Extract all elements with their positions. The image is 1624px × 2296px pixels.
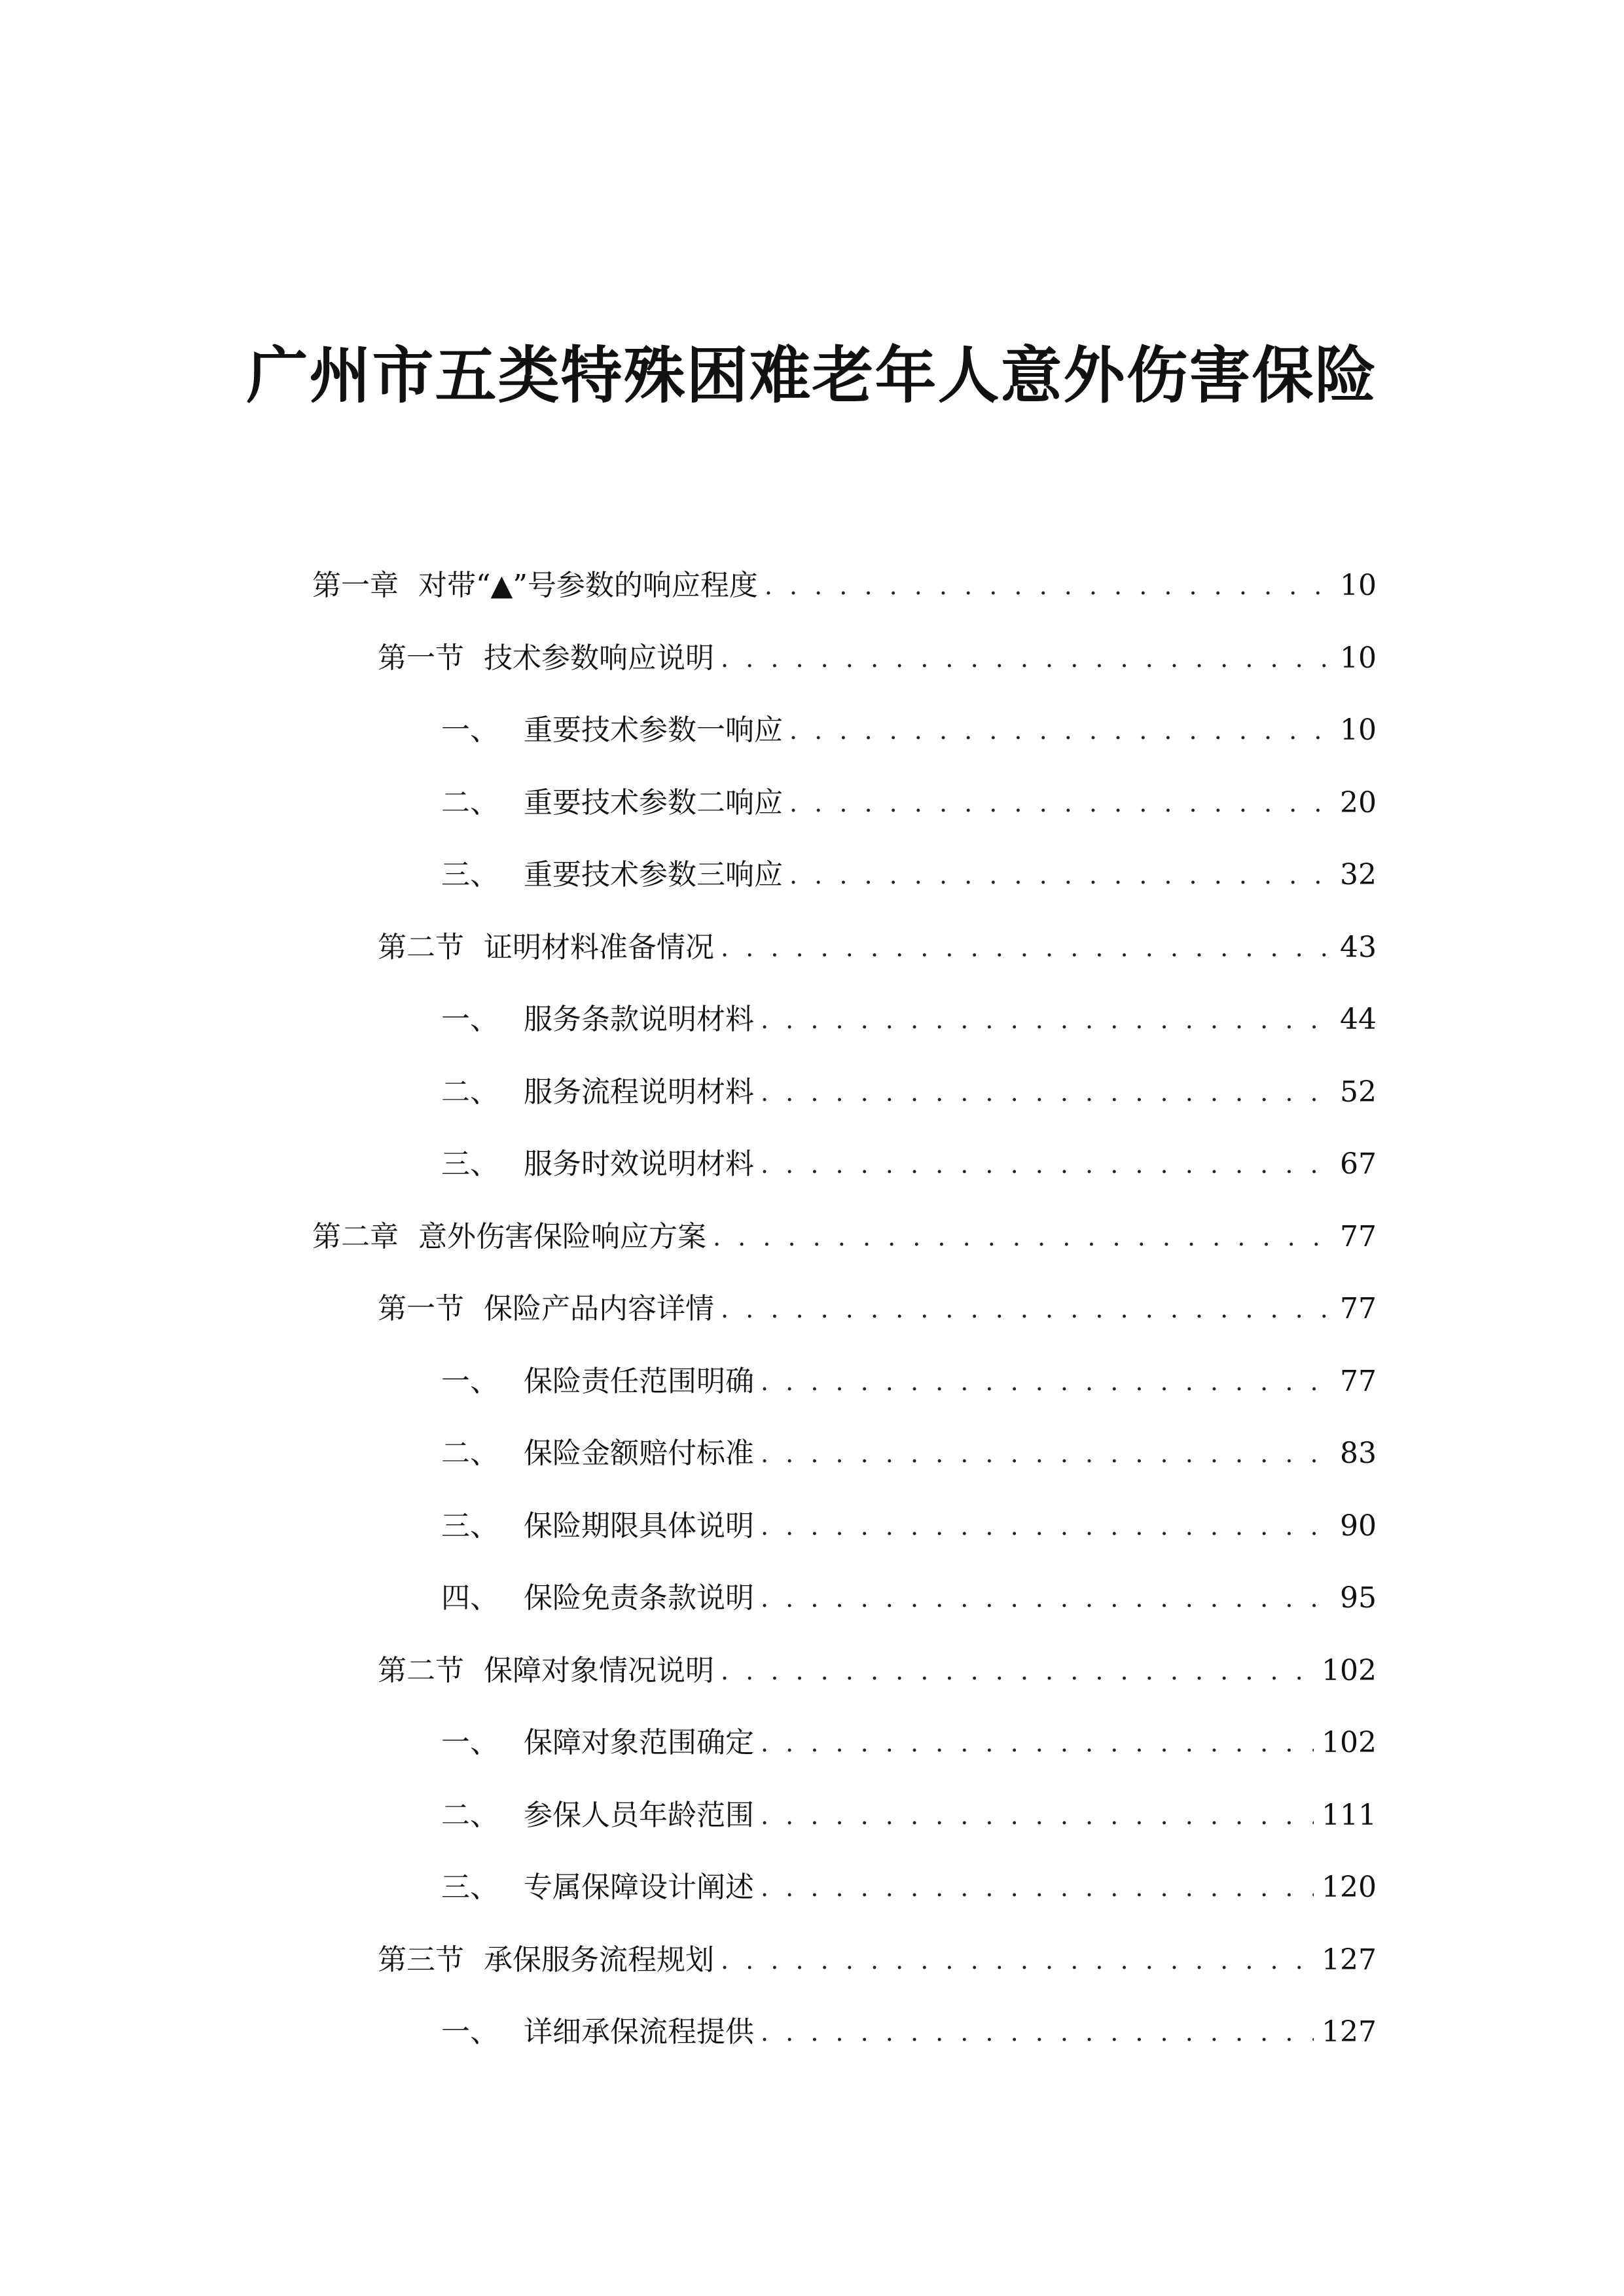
toc-entry-text: 保险金额赔付标准 bbox=[524, 1437, 754, 1471]
toc-entry-text: 重要技术参数三响应 bbox=[524, 858, 783, 892]
toc-entry-number: 四、 bbox=[441, 1581, 499, 1615]
toc-entry[interactable] bbox=[0, 694, 1624, 767]
toc-entry-text: 保险期限具体说明 bbox=[524, 1509, 754, 1543]
toc-entry-text: 重要技术参数一响应 bbox=[524, 713, 783, 747]
toc-entry-number: 三、 bbox=[441, 858, 499, 892]
toc-page-number: 102 bbox=[1322, 1653, 1377, 1687]
toc-entry[interactable] bbox=[0, 839, 1624, 912]
toc-entry-text: 保险免责条款说明 bbox=[524, 1581, 754, 1615]
toc-page-number: 20 bbox=[1340, 785, 1377, 819]
toc-entry[interactable] bbox=[0, 1346, 1624, 1418]
toc-entry-number: 第二节 bbox=[378, 930, 464, 964]
toc-entry[interactable] bbox=[0, 1780, 1624, 1852]
toc-page-number: 102 bbox=[1322, 1726, 1377, 1760]
dot-leader bbox=[721, 639, 1329, 678]
toc-entry-number: 第一章 bbox=[312, 569, 399, 603]
toc-entry[interactable] bbox=[0, 1418, 1624, 1490]
toc-page-number: 43 bbox=[1340, 930, 1377, 964]
toc-entry-number: 三、 bbox=[441, 1871, 499, 1905]
toc-entry-number: 第一节 bbox=[378, 1292, 464, 1326]
dot-leader bbox=[789, 711, 1329, 750]
dot-leader bbox=[761, 1579, 1329, 1618]
toc-page-number: 32 bbox=[1340, 858, 1377, 892]
toc-entry-text: 证明材料准备情况 bbox=[484, 930, 714, 964]
dot-leader bbox=[721, 1651, 1314, 1691]
toc-entry-text: 详细承保流程提供 bbox=[524, 2015, 754, 2049]
dot-leader bbox=[761, 1507, 1329, 1546]
toc-page-number: 77 bbox=[1340, 1292, 1377, 1326]
toc-entry[interactable] bbox=[0, 1273, 1624, 1346]
dot-leader bbox=[721, 928, 1329, 967]
dot-leader bbox=[761, 1796, 1314, 1835]
toc-entry-number: 一、 bbox=[441, 1364, 499, 1398]
toc-page-number: 10 bbox=[1340, 713, 1377, 747]
toc-entry-text: 专属保障设计阐述 bbox=[524, 1871, 754, 1905]
toc-entry-text: 服务条款说明材料 bbox=[524, 1003, 754, 1037]
toc-entry-text: 承保服务流程规划 bbox=[484, 1943, 714, 1977]
toc-entry-text: 保险产品内容详情 bbox=[484, 1292, 714, 1326]
toc-entry[interactable] bbox=[0, 1056, 1624, 1129]
toc-entry-text: 保障对象情况说明 bbox=[484, 1653, 714, 1687]
dot-leader bbox=[789, 855, 1329, 895]
toc-page-number: 10 bbox=[1340, 641, 1377, 675]
toc-entry-number: 一、 bbox=[441, 1003, 499, 1037]
toc-entry-text: 服务时效说明材料 bbox=[524, 1147, 754, 1181]
dot-leader bbox=[761, 1000, 1329, 1039]
toc-page-number: 77 bbox=[1340, 1364, 1377, 1398]
toc-entry[interactable] bbox=[0, 622, 1624, 695]
toc-page-number: 52 bbox=[1340, 1075, 1377, 1109]
toc-entry[interactable] bbox=[0, 912, 1624, 984]
toc-entry[interactable] bbox=[0, 1707, 1624, 1780]
toc-entry[interactable] bbox=[0, 1852, 1624, 1924]
toc-entry-text: 保险责任范围明确 bbox=[524, 1364, 754, 1398]
toc-entry-number: 一、 bbox=[441, 713, 499, 747]
toc-entry-number: 一、 bbox=[441, 1726, 499, 1760]
dot-leader bbox=[761, 2013, 1314, 2052]
toc-entry[interactable] bbox=[0, 1635, 1624, 1708]
toc-entry[interactable] bbox=[0, 1490, 1624, 1563]
dot-leader bbox=[765, 566, 1329, 605]
toc-entry-number: 三、 bbox=[441, 1509, 499, 1543]
toc-entry-number: 一、 bbox=[441, 2015, 499, 2049]
toc-entry[interactable] bbox=[0, 767, 1624, 840]
toc-entry[interactable] bbox=[0, 550, 1624, 622]
dot-leader bbox=[713, 1217, 1329, 1257]
toc-entry-number: 第三节 bbox=[378, 1943, 464, 1977]
dot-leader bbox=[761, 1145, 1329, 1184]
toc-entry-text: 对带“▲”号参数的响应程度 bbox=[418, 569, 758, 603]
toc-page-number: 10 bbox=[1340, 569, 1377, 603]
toc-entry-number: 第二章 bbox=[312, 1219, 399, 1253]
toc-entry[interactable] bbox=[0, 984, 1624, 1056]
toc-entry-text: 重要技术参数二响应 bbox=[524, 785, 783, 819]
dot-leader bbox=[721, 1941, 1314, 1980]
toc-entry-number: 第二节 bbox=[378, 1653, 464, 1687]
toc-page-number: 77 bbox=[1340, 1219, 1377, 1253]
table-of-contents bbox=[0, 550, 1624, 2069]
toc-page-number: 127 bbox=[1322, 2015, 1377, 2049]
toc-page-number: 127 bbox=[1322, 1943, 1377, 1977]
toc-entry[interactable] bbox=[0, 1201, 1624, 1274]
toc-page-number: 44 bbox=[1340, 1003, 1377, 1037]
toc-entry[interactable] bbox=[0, 1128, 1624, 1201]
toc-page-number: 83 bbox=[1340, 1437, 1377, 1471]
toc-entry-number: 二、 bbox=[441, 1437, 499, 1471]
dot-leader bbox=[761, 1362, 1329, 1401]
toc-entry-text: 技术参数响应说明 bbox=[484, 641, 714, 675]
toc-entry-number: 二、 bbox=[441, 1075, 499, 1109]
toc-entry-number: 三、 bbox=[441, 1147, 499, 1181]
toc-entry-number: 二、 bbox=[441, 1798, 499, 1832]
toc-entry-text: 保障对象范围确定 bbox=[524, 1726, 754, 1760]
dot-leader bbox=[721, 1289, 1329, 1329]
toc-entry-text: 参保人员年龄范围 bbox=[524, 1798, 754, 1832]
toc-page-number: 120 bbox=[1322, 1871, 1377, 1905]
dot-leader bbox=[761, 1723, 1314, 1763]
toc-page-number: 95 bbox=[1340, 1581, 1377, 1615]
dot-leader bbox=[761, 1868, 1314, 1907]
toc-entry[interactable] bbox=[0, 1562, 1624, 1635]
toc-page-number: 90 bbox=[1340, 1509, 1377, 1543]
dot-leader bbox=[761, 1434, 1329, 1473]
dot-leader bbox=[761, 1073, 1329, 1112]
toc-entry-number: 二、 bbox=[441, 785, 499, 819]
toc-entry-number: 第一节 bbox=[378, 641, 464, 675]
dot-leader bbox=[789, 783, 1329, 823]
toc-page-number: 111 bbox=[1322, 1798, 1377, 1832]
toc-entry[interactable] bbox=[0, 1924, 1624, 1997]
toc-entry-text: 意外伤害保险响应方案 bbox=[418, 1219, 706, 1253]
toc-entry[interactable] bbox=[0, 1996, 1624, 2069]
document-title: 广州市五类特殊困难老年人意外伤害保险 bbox=[246, 340, 1378, 412]
toc-page-number: 67 bbox=[1340, 1147, 1377, 1181]
toc-entry-text: 服务流程说明材料 bbox=[524, 1075, 754, 1109]
